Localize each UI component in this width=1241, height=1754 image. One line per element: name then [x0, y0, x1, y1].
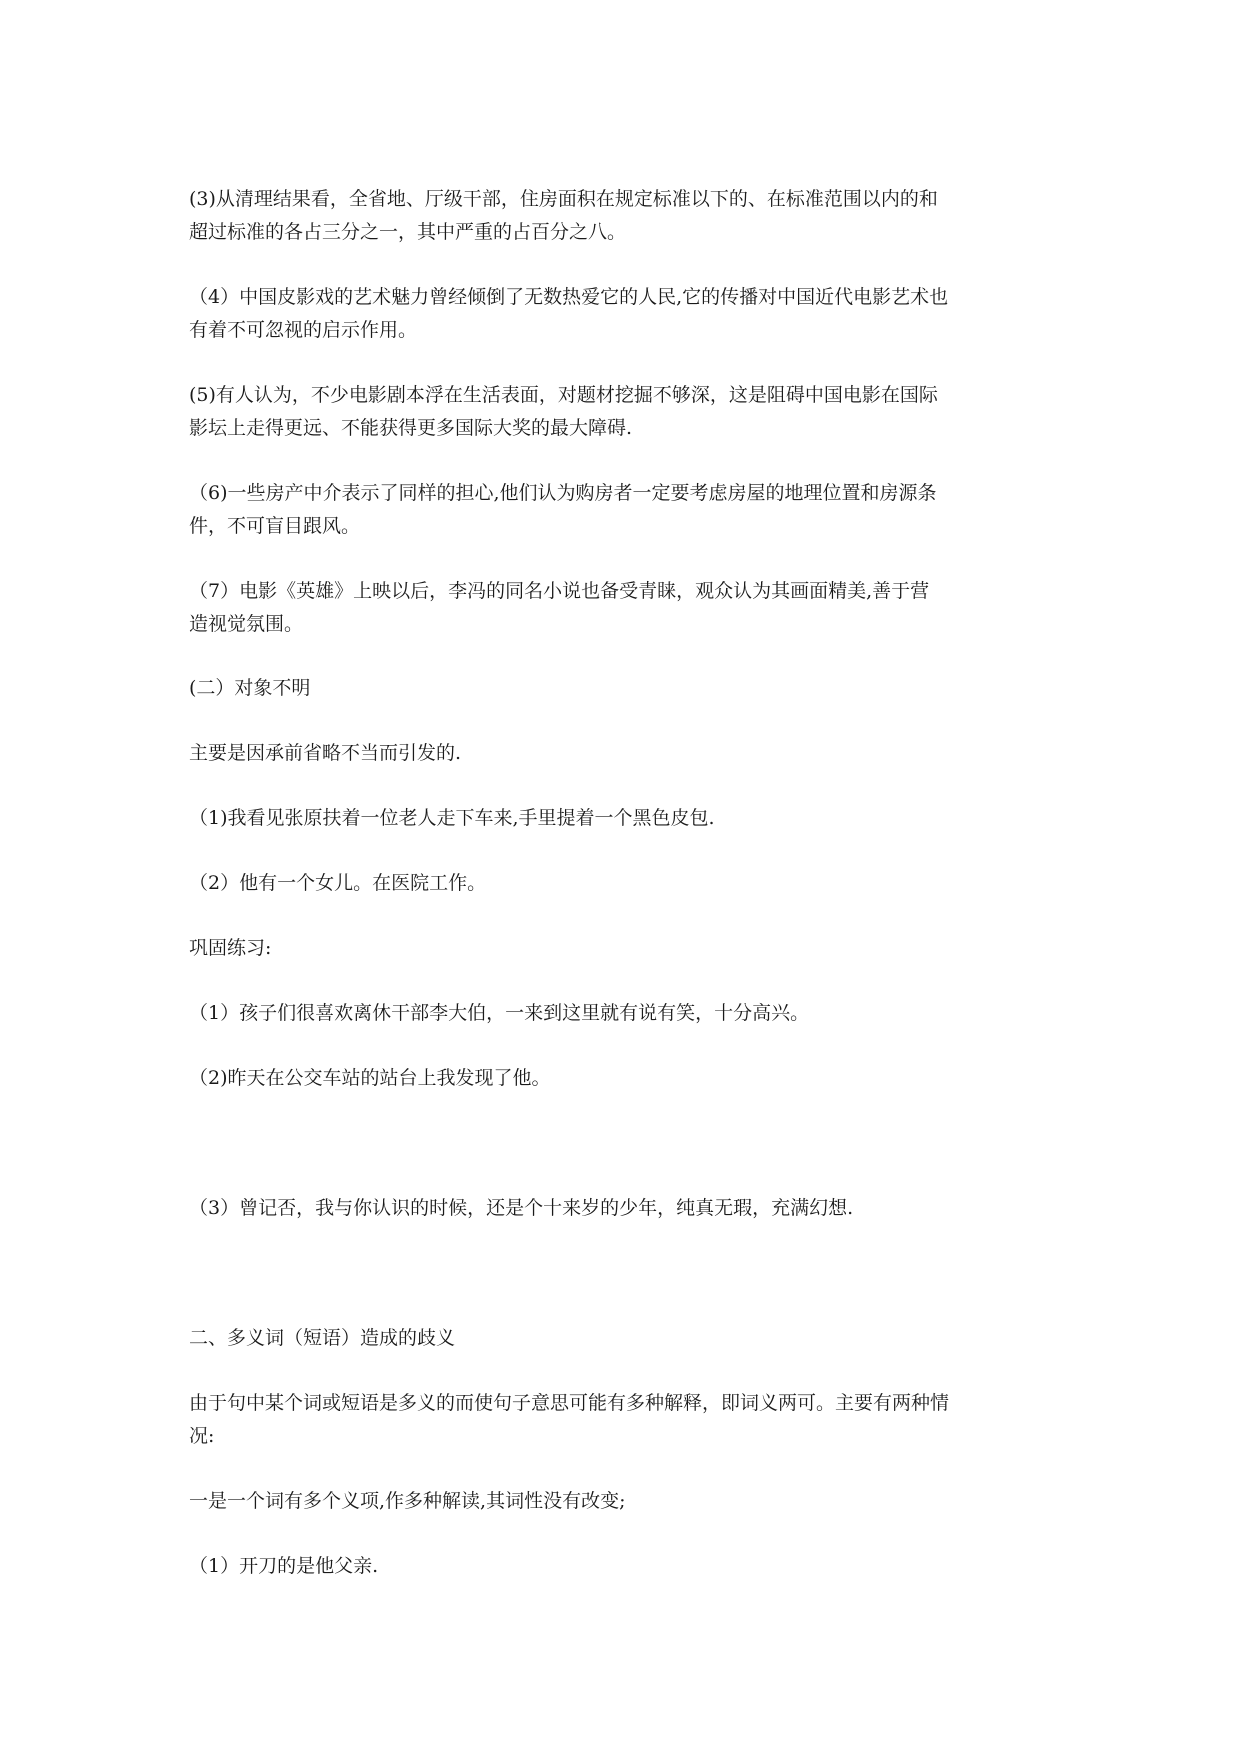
paragraph-example-1 — [189, 802, 1059, 835]
paragraph-polysemy-explanation — [189, 1387, 1059, 1453]
text-line: 主要是因承前省略不当而引发的. — [189, 742, 462, 764]
text-line: （2）他有一个女儿。在医院工作。 — [189, 872, 487, 894]
text-line: 由于句中某个词或短语是多义的而使句子意思可能有多种解释，即词义两可。主要有两种情 — [189, 1392, 950, 1414]
text-line: （6)一些房产中介表示了同样的担心,他们认为购房者一定要考虑房屋的地理位置和房源条 — [189, 482, 937, 504]
text-line: 件，不可盲目跟风。 — [189, 515, 361, 537]
paragraph-example-7 — [189, 575, 1059, 641]
text-line: （4）中国皮影戏的艺术魅力曾经倾倒了无数热爱它的人民,它的传播对中国近代电影艺术也 — [189, 286, 949, 308]
paragraph-example-2 — [189, 867, 1059, 900]
text-line: （2)昨天在公交车站的站台上我发现了他。 — [189, 1067, 551, 1089]
section-heading-polysemy — [189, 1322, 1059, 1355]
text-line: （1)我看见张原扶着一位老人走下车来,手里提着一个黑色皮包. — [189, 807, 715, 829]
paragraph-example-6 — [189, 477, 1059, 543]
text-line: 况: — [189, 1425, 215, 1447]
paragraph-example-3 — [189, 183, 1059, 249]
paragraph-explanation — [189, 737, 1059, 770]
text-line: (二）对象不明 — [189, 677, 311, 699]
section-heading-object-unclear — [189, 672, 1059, 705]
text-line: （3）曾记否，我与你认识的时候，还是个十来岁的少年，纯真无瑕，充满幻想. — [189, 1197, 854, 1219]
text-line: (3)从清理结果看，全省地、厅级干部，住房面积在规定标准以下的、在标准范围以内的和 — [189, 188, 938, 210]
exercise-heading — [189, 932, 1059, 965]
paragraph-case-one-example-1 — [189, 1550, 1059, 1583]
text-line: 有着不可忽视的启示作用。 — [189, 319, 418, 341]
text-line: 影坛上走得更远、不能获得更多国际大奖的最大障碍. — [189, 417, 633, 439]
paragraph-example-4 — [189, 281, 1059, 347]
text-line: （1）开刀的是他父亲. — [189, 1555, 379, 1577]
text-line: 二、多义词（短语）造成的歧义 — [189, 1327, 456, 1349]
text-line: （7）电影《英雄》上映以后，李冯的同名小说也备受青睐，观众认为其画面精美,善于营 — [189, 580, 930, 602]
text-line: 超过标准的各占三分之一，其中严重的占百分之八。 — [189, 221, 627, 243]
text-line: 造视觉氛围。 — [189, 613, 304, 635]
text-line: （1）孩子们很喜欢离休干部李大伯，一来到这里就有说有笑，十分高兴。 — [189, 1002, 810, 1024]
paragraph-example-5 — [189, 379, 1059, 445]
exercise-item-1 — [189, 997, 1059, 1030]
text-line: 一是一个词有多个义项,作多种解读,其词性没有改变; — [189, 1490, 626, 1512]
exercise-item-2 — [189, 1062, 1059, 1095]
text-line: 巩固练习: — [189, 937, 272, 959]
text-line: (5)有人认为，不少电影剧本浮在生活表面，对题材挖掘不够深，这是阻碍中国电影在国际 — [189, 384, 938, 406]
paragraph-case-one — [189, 1485, 1059, 1518]
exercise-item-3 — [189, 1192, 1059, 1225]
